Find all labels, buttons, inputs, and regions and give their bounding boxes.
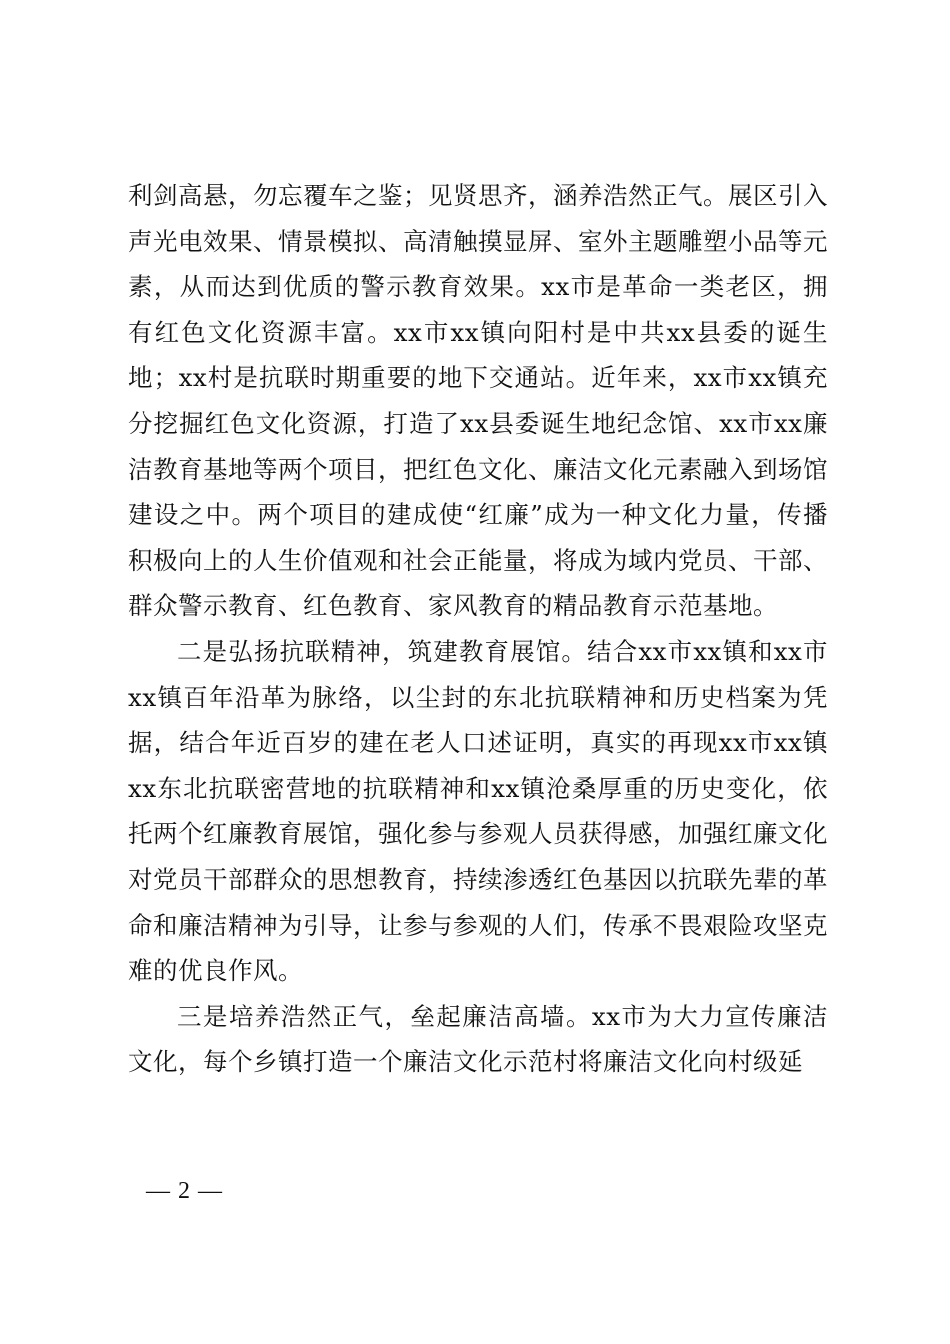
page-number: — 2 — <box>146 1178 223 1204</box>
paragraph-3: 三是培养浩然正气，垒起廉洁高墙。xx市为大力宣传廉洁文化，每个乡镇打造一个廉洁文化示范村将廉洁文化向村级延 <box>128 1001 828 1077</box>
paragraph-1: 利剑高悬，勿忘覆车之鉴；见贤思齐，涵养浩然正气。展区引入声光电效果、情景模拟、高清触摸显屏、室外主题雕塑小品等元素，从而达到优质的警示教育效果。xx市是革命一类老区，拥有红色文化资源丰富。xx市xx镇向阳村是中共xx县委的诞生地；xx村是抗联时期重要的地下交通站。近年来，xx市xx镇充分挖掘红色文化资源，打造了xx县委诞生地纪念馆、xx市xx廉洁教育基地等两个项目，把红色文化、廉洁文化元素融入到场馆建设之中。两个项目的建成使“红廉”成为一种文化力量，传播积极向上的人生价值观和社会正能量，将成为域内党员、干部、群众警示教育、红色教育、家风教育的精品教育示范基地。 <box>128 181 828 621</box>
paragraph-2: 二是弘扬抗联精神，筑建教育展馆。结合xx市xx镇和xx市xx镇百年沿革为脉络，以尘封的东北抗联精神和历史档案为凭据，结合年近百岁的建在老人口述证明，真实的再现xx市xx镇xx东北抗联密营地的抗联精神和xx镇沧桑厚重的历史变化，依托两个红廉教育展馆，强化参与参观人员获得感，加强红廉文化对党员干部群众的思想教育，持续渗透红色基因以抗联先辈的革命和廉洁精神为引导，让参与参观的人们，传承不畏艰险攻坚克难的优良作风。 <box>128 636 828 986</box>
document-body <box>128 173 828 1085</box>
